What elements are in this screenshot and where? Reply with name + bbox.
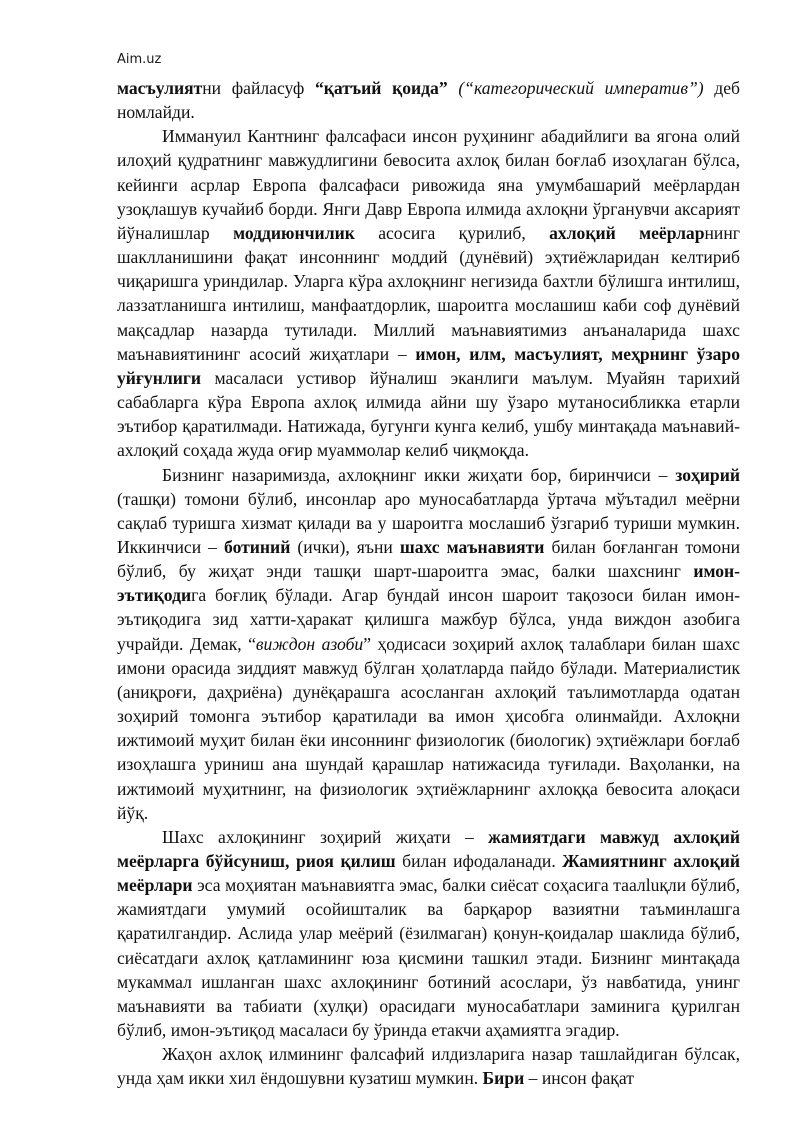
italic-text: (“категорический императив”) (458, 78, 704, 98)
text-run: билан боғланган томони бўлиб, бу жиҳат энди ташқи шарт-шароитга эмас, балки шахснинг (117, 536, 741, 582)
paragraph (117, 1042, 740, 1090)
paragraph (117, 76, 740, 124)
text-run: (ички), яъни (290, 536, 400, 557)
bold-text: “қатъий қоида” (314, 78, 448, 98)
paragraph (117, 124, 740, 462)
bold-text: Жамиятнинг ахлоқий меёрлари (117, 851, 740, 896)
text-run: масаласи устивор йўналиш эканлиги маълум. Муайян тарихий сабабларга кўра Европа ахлоқ илмида айни шу ўзаро мутаносибликка етарли эътибор қаратилмади. Натижада, бугунги кунга келиб, ушбу минтақада маънавий-ахлоқий соҳада жуда оғир муаммолар келиб чиқмоқда. (117, 367, 740, 461)
bold-text: шахс маънавияти (399, 536, 545, 557)
bold-text: Бири (482, 1068, 525, 1089)
text-run: Шахс ахлоқининг зоҳирий жиҳати – (162, 826, 489, 847)
text-run: нинг шаклланишини фақат инсоннинг моддий (дунёвий) эҳтиёжларидан келтириб чиқаришга уриндилар. Уларга кўра ахлоқнинг негизида бахтли бўлишга интилиш, лаззатланишга интилиш, манфаатдорлик, шароитга мослашиш каби соф дунёвий мақсадлар назарда тутилади. Миллий маънавиятимиз анъаналарида шахс маънавиятининг асосий жиҳатлари – (117, 222, 740, 364)
text-run: билан ифодаланади. (395, 851, 563, 871)
document-body (117, 76, 740, 1091)
text-run: деб номлайди. (117, 78, 740, 123)
bold-text: масъулият (117, 78, 203, 98)
text-run: Бизнинг назаримизда, ахлоқнинг икки жиҳати бор, биринчиси – (162, 464, 676, 485)
site-header: Aim.uz (117, 52, 162, 67)
text-run: асосига қурилиб, (354, 222, 550, 243)
text-run: (ташқи) томони бўлиб, инсонлар аро муносабатларда ўртача мўътадил меёрни сақлаб туришга хизмат қилади ва у шароитга мослашиб ўзгариб туриши мумкин. Иккинчиси – (117, 488, 740, 557)
italic-text: виждон азоби (255, 633, 364, 654)
text-run: эса моҳиятан маънавиятга эмас, балки сиёсат соҳасига таалluқли бўлиб, жамиятдаги умумий осойишталик ва барқарор вазиятни таъминлашга қаратилгандир. Аслида улар меёрий (ёзилмаган) қонун-қоидалар шаклида бўлиб, сиёсатдаги ахлоқ қатламининг юза қисмини ташкил этади. Бизнинг минтақада мукаммал ишланган шахс ахлоқининг ботиний асослари, ўз навбатида, унинг маънавияти ва табиати (хулқи) орасидаги муносабатлари заминига қурилган бўлиб, имон-эътиқод масаласи бу ўринда етакчи аҳамиятга эгадир. (117, 875, 740, 1041)
bold-text: моддиюнчилик (233, 222, 355, 243)
paragraph (117, 825, 740, 1042)
bold-text: жамиятдаги мавжуд ахлоқий меёрларга бўйсуниш, риоя қилиш (117, 826, 740, 871)
bold-text: зоҳирий (675, 464, 740, 485)
text-run: Жаҳон ахлоқ илмининг фалсафий илдизларига назар ташлайдиган бўлсак, унда ҳам икки хил ёндошувни кузатиш мумкин. (117, 1044, 740, 1089)
text-run: га боғлиқ бўлади. Агар бундай инсон шароит тақозоси билан имон-эътиқодига зид хатти-ҳаракат қилишга мажбур бўлса, унда виждон азобига учрайди. Демак, “ (117, 585, 740, 654)
text-run (448, 78, 459, 98)
text-run: Иммануил Кантнинг фалсафаси инсон руҳининг абадийлиги ва ягона олий илоҳий қудратнинг мавжудлигини бевосита ахлоқ билан боғлаб изоҳлаган бўлса, кейинги асрлар Европа фалсафаси ривожида яна умумбашарий меёрлардан узоқлашув кучайиб борди. Янги Давр Европа илмида ахлоқни ўрганувчи аксарият йўналишлар (117, 126, 740, 243)
bold-text: имон, илм, масъулият, меҳрнинг ўзаро уйғунлиги (117, 343, 740, 388)
text-run: – инсон фақат (524, 1068, 634, 1089)
bold-text: ахлоқий меёрлар (549, 222, 705, 243)
paragraph (117, 463, 740, 825)
bold-text: имон-эътиқоди (117, 561, 740, 606)
text-run: ни файласуф (202, 78, 315, 98)
text-run: ” ҳодисаси зоҳирий ахлоқ талаблари билан шахс имони орасида зиддият мавжуд бўлган ҳолатларда пайдо бўлади. Материалистик (аниқроғи, даҳриёна) дунёқарашга асосланган ахлоқий таълимотларда одатан зоҳирий томонга эътибор қаратилади ва имон ҳисобга олинмайди. Ахлоқни ижтимоий муҳит билан ёки инсоннинг физиологик (биологик) эҳтиёжлари боғлаб изоҳлашга уриниш ана шундай қарашлар натижасида туғилади. Ваҳоланки, на ижтимоий муҳитнинг, на физиологик эҳтиёжларнинг ахлоққа бевосита алоқаси йўқ. (117, 633, 740, 823)
bold-text: ботиний (224, 536, 291, 557)
